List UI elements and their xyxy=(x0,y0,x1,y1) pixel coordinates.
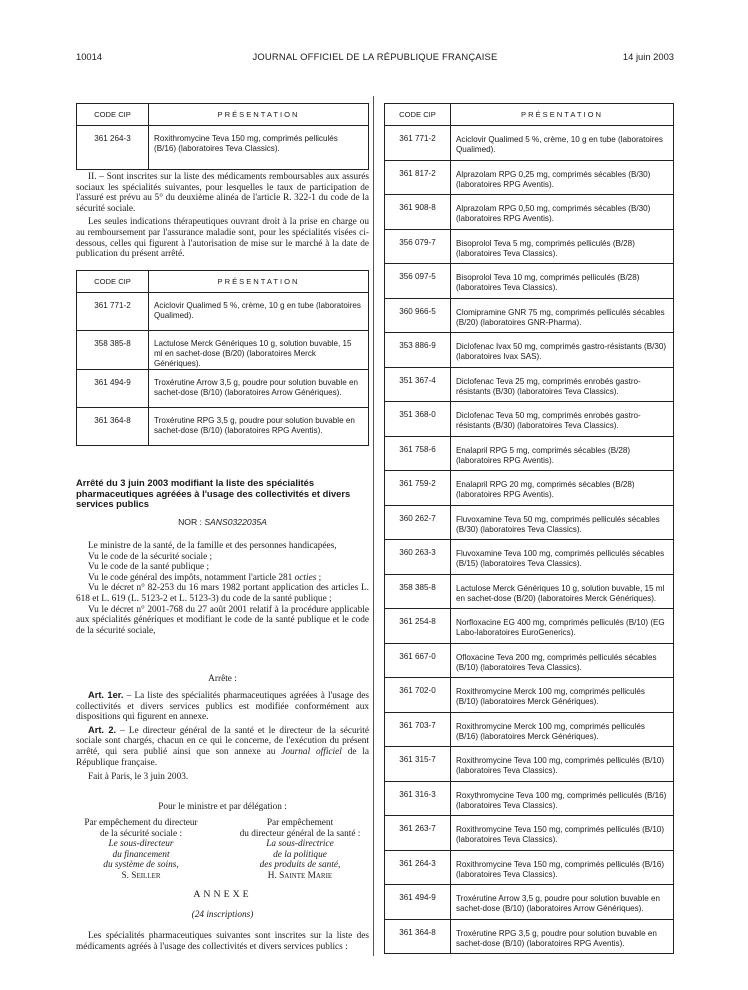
presentation-text: Clomipramine GNR 75 mg, comprimés pelliculés sécables (B/20) (laboratoires GNR-Pharma). xyxy=(451,298,674,333)
table-row xyxy=(385,229,674,264)
table-row xyxy=(385,747,674,782)
cip-code: 361 263-7 xyxy=(385,816,451,851)
cip-code: 361 494-9 xyxy=(77,370,149,408)
presentation-text: Roxithromycine Teva 150 mg, comprimés pelliculés (B/16) (laboratoires Teva Classics). xyxy=(149,126,369,170)
table-row xyxy=(385,643,674,678)
cip-code: 351 367-4 xyxy=(385,367,451,402)
presentation-text: Roxithromycine Merck 100 mg, comprimés pelliculés (B/16) (laboratoires Merck Génériques). xyxy=(451,712,674,747)
arrete-word: Arrête : xyxy=(208,674,237,684)
cip-code: 356 079-7 xyxy=(385,229,451,264)
presentation-text: Aciclovir Qualimed 5 %, crème, 10 g en tube (laboratoires Qualimed). xyxy=(451,126,674,161)
signatory-left: S. Seiller xyxy=(121,870,161,881)
table-row xyxy=(77,126,369,170)
table-row xyxy=(385,885,674,920)
presentation-text: Roxythromycine Teva 100 mg, comprimés pelliculés (B/16) (laboratoires Teva Classics). xyxy=(451,781,674,816)
col-header-code: CODE CIP xyxy=(77,271,149,293)
table-row xyxy=(77,370,369,408)
presentation-text: Roxithromycine Teva 100 mg, comprimés pelliculés (B/10)(laboratoires Teva Classics). xyxy=(451,747,674,782)
cip-code: 361 667-0 xyxy=(385,643,451,678)
vu-1: Vu le code de la sécurité sociale ; xyxy=(88,551,213,562)
table-row xyxy=(385,850,674,885)
cip-code: 361 494-9 xyxy=(385,885,451,920)
presentation-text: Roxithromycine Teva 150 mg, comprimés pelliculés (B/10) (laboratoires Teva Classics). xyxy=(451,816,674,851)
cip-code: 361 758-6 xyxy=(385,436,451,471)
table-row xyxy=(385,712,674,747)
presentation-text: Troxérutine Arrow 3,5 g, poudre pour solution buvable en sachet-dose (B/10) (laboratoires Arrow Génériques). xyxy=(149,370,369,408)
table-row xyxy=(385,919,674,954)
cip-code: 361 817-2 xyxy=(385,160,451,195)
vu-3: Vu le code général des impôts, notamment l'article 281 octies ; xyxy=(88,572,322,583)
cip-code: 361 254-8 xyxy=(385,609,451,644)
page-number: 10014 xyxy=(76,51,103,62)
col-header-presentation: PRÉSENTATION xyxy=(149,104,369,126)
cip-code: 361 703-7 xyxy=(385,712,451,747)
cip-code: 356 097-5 xyxy=(385,264,451,299)
col-header-presentation: PRÉSENTATION xyxy=(149,271,369,293)
presentation-text: Norfloxacine EG 400 mg, comprimés pelliculés (B/10) (EG Labo-laboratoires EuroGenerics). xyxy=(451,609,674,644)
table-row xyxy=(385,540,674,575)
presentation-text: Troxérutine Arrow 3,5 g, poudre pour solution buvable en sachet-dose (B/10) (laboratoires Arrow Génériques). xyxy=(451,885,674,920)
presentation-text: Fluvoxamine Teva 50 mg, comprimés pelliculés sécables (B/30) (laboratoires Teva Classics). xyxy=(451,505,674,540)
cip-code: 360 966-5 xyxy=(385,298,451,333)
cip-table-right xyxy=(384,103,674,954)
nor-code: SANS0322035A xyxy=(204,517,267,527)
table-row xyxy=(385,160,674,195)
nor-line xyxy=(76,517,369,527)
signature-left: Par empêchement du directeur de la sécurité sociale : Le sous-directeur du financement du système de soins, S. Seiller xyxy=(66,818,216,882)
col-header-presentation: PRÉSENTATION xyxy=(451,104,674,126)
table-row xyxy=(385,333,674,368)
presentation-text: Ofloxacine Teva 200 mg, comprimés pelliculés sécables (B/10) (laboratoires Teva Classics). xyxy=(451,643,674,678)
table-header-row xyxy=(77,104,369,126)
arrete-body xyxy=(76,541,369,636)
arrete-title: Arrêté du 3 juin 2003 modifiant la liste des spécialités pharmaceutiques agréées à l'usage des collectivités et divers services publics xyxy=(76,477,351,509)
presentation-text: Bisoprolol Teva 5 mg, comprimés pelliculés (B/28) (laboratoires Teva Classics). xyxy=(451,229,674,264)
presentation-text: Diclofenac Teva 25 mg, comprimés enrobés gastro-résistants (B/30) (laboratoires Teva Classics). xyxy=(451,367,674,402)
col-header-code: CODE CIP xyxy=(77,104,149,126)
table-row xyxy=(385,436,674,471)
cip-table-top xyxy=(76,103,369,170)
presentation-text: Troxérutine RPG 3,5 g, poudre pour solution buvable en sachet-dose (B/10) (laboratoires RPG Aventis). xyxy=(149,408,369,446)
cip-code: 361 264-3 xyxy=(77,126,149,170)
table-row xyxy=(385,816,674,851)
table-row xyxy=(385,505,674,540)
cip-code: 353 886-9 xyxy=(385,333,451,368)
vu-5: Vu le décret n° 2001-768 du 27 août 2001 relatif à la procédure applicable aux spécialités génériques et modifiant le code de la santé publique et le code de la sécurité sociale, xyxy=(76,604,369,636)
cip-code: 361 264-3 xyxy=(385,850,451,885)
article-1: Art. 1er. – La liste des spécialités pharmaceutiques agréées à l'usage des collectivités et divers services publics est modifiée conformément aux dispositions qui figurent en annexe. xyxy=(76,690,369,723)
table-row xyxy=(385,471,674,506)
presentation-text: Fluvoxamine Teva 100 mg, comprimés pelliculés sécables (B/15) (laboratoires Teva Classics). xyxy=(451,540,674,575)
presentation-text: Diclofenac Teva 50 mg, comprimés enrobés gastro-résistants (B/30) (laboratoires Teva Classics). xyxy=(451,402,674,437)
table-row xyxy=(385,402,674,437)
cip-code: 361 364-8 xyxy=(77,408,149,446)
cip-code: 361 908-8 xyxy=(385,195,451,230)
paragraph-ii: II. – Sont inscrites sur la liste des médicaments remboursables aux assurés sociaux les spécialités suivantes, pour lesquelles le taux de participation de l'assuré est prévu au 5° du deuxième alinéa de l'article R. 322-1 du code de la sécurité sociale. xyxy=(76,172,369,214)
table-row xyxy=(385,609,674,644)
presentation-text: Enalapril RPG 5 mg, comprimés sécables (B/28) (laboratoires RPG Aventis). xyxy=(451,436,674,471)
cip-code: 358 385-8 xyxy=(77,331,149,370)
presentation-text: Roxithromycine Teva 150 mg, comprimés pelliculés (B/16) (laboratoires Teva Classics). xyxy=(451,850,674,885)
nor-label: NOR : xyxy=(178,517,202,527)
presentation-text: Diclofenac Ivax 50 mg, comprimés gastro-résistants (B/30) (laboratoires Ivax SAS). xyxy=(451,333,674,368)
presentation-text: Roxithromycine Merck 100 mg, comprimés pelliculés (B/10) (laboratoires Merck Génériques). xyxy=(451,678,674,713)
cip-table-middle xyxy=(76,270,369,446)
delegation-line: Pour le ministre et par délégation : xyxy=(158,802,287,812)
signatory-right: H. Sainte Marie xyxy=(267,870,333,881)
vu-2: Vu le code de la santé publique ; xyxy=(88,562,210,573)
journal-title: JOURNAL OFFICIEL DE LA RÉPUBLIQUE FRANÇAISE xyxy=(252,51,498,62)
annexe-intro: Les spécialités pharmaceutiques suivantes sont inscrites sur la liste des médicaments agréés à l'usage des collectivités et divers services publics : xyxy=(76,931,369,952)
page-header xyxy=(76,51,674,67)
cip-code: 351 368-0 xyxy=(385,402,451,437)
table-row xyxy=(385,195,674,230)
fait-a-paris: Fait à Paris, le 3 juin 2003. xyxy=(88,772,189,783)
table-row xyxy=(77,331,369,370)
table-header-row xyxy=(385,104,674,126)
table-row xyxy=(77,293,369,331)
cip-code: 361 316-3 xyxy=(385,781,451,816)
col-header-code: CODE CIP xyxy=(385,104,451,126)
section-ii xyxy=(76,172,369,260)
table-row xyxy=(385,678,674,713)
table-row xyxy=(385,781,674,816)
issue-date: 14 juin 2003 xyxy=(622,51,674,62)
presentation-text: Alprazolam RPG 0,25 mg, comprimés sécables (B/30) (laboratoires RPG Aventis). xyxy=(451,160,674,195)
annexe-heading: ANNEXE xyxy=(193,889,252,900)
signature-right: Par empêchement du directeur général de la santé : La sous-directrice de la politique des produits de santé, H. Sainte Marie xyxy=(226,818,374,882)
cip-code: 361 702-0 xyxy=(385,678,451,713)
table-row xyxy=(385,367,674,402)
presentation-text: Lactulose Merck Génériques 10 g, solution buvable, 15 ml en sachet-dose (B/20) (laboratoires Merck Génériques). xyxy=(149,331,369,370)
table-row xyxy=(385,574,674,609)
presentation-text: Troxérutine RPG 3,5 g, poudre pour solution buvable en sachet-dose (B/10) (laboratoires RPG Aventis). xyxy=(451,919,674,954)
cip-code: 358 385-8 xyxy=(385,574,451,609)
table-row xyxy=(385,298,674,333)
inscriptions-count: (24 inscriptions) xyxy=(191,910,254,920)
intro-text: Le ministre de la santé, de la famille et des personnes handicapées, xyxy=(88,541,337,551)
cip-code: 361 315-7 xyxy=(385,747,451,782)
table-header-row xyxy=(77,271,369,293)
table-row xyxy=(77,408,369,446)
presentation-text: Lactulose Merck Génériques 10 g, solution buvable, 15 ml en sachet-dose (B/20) (laboratoires Merck Génériques). xyxy=(451,574,674,609)
cip-code: 361 364-8 xyxy=(385,919,451,954)
table-row xyxy=(385,126,674,161)
article-2: Art. 2. – Le directeur général de la santé et le directeur de la sécurité sociale sont chargés, chacun en ce qui le concerne, de l'exécution du présent arrêté, qui sera publié ainsi que son annexe au Journal officiel de la République française. xyxy=(76,724,370,768)
cip-code: 360 263-3 xyxy=(385,540,451,575)
cip-code: 360 262-7 xyxy=(385,505,451,540)
vu-4: Vu le décret n° 82-253 du 16 mars 1982 portant application des articles L. 618 et L. 619 (L. 5123-2 et L. 5123-3) du code de la santé publique ; xyxy=(76,583,369,604)
presentation-text: Aciclovir Qualimed 5 %, crème, 10 g en tube (laboratoires Qualimed). xyxy=(149,293,369,331)
paragraph-indications: Les seules indications thérapeutiques ouvrant droit à la prise en charge ou au remboursement par l'assurance maladie sont, pour les spécialités visées ci-dessous, celles qui figurent à l'autorisation de mise sur le marché à la date de publication du présent arrêté. xyxy=(76,217,369,260)
presentation-text: Bisoprolol Teva 10 mg, comprimés pelliculés (B/28) (laboratoires Teva Classics). xyxy=(451,264,674,299)
cip-code: 361 771-2 xyxy=(385,126,451,161)
cip-code: 361 771-2 xyxy=(77,293,149,331)
presentation-text: Alprazolam RPG 0,50 mg, comprimés sécables (B/30) (laboratoires RPG Aventis). xyxy=(451,195,674,230)
cip-code: 361 759-2 xyxy=(385,471,451,506)
presentation-text: Enalapril RPG 20 mg, comprimés sécables (B/28) (laboratoires RPG Aventis). xyxy=(451,471,674,506)
table-row xyxy=(385,264,674,299)
articles xyxy=(76,690,369,783)
